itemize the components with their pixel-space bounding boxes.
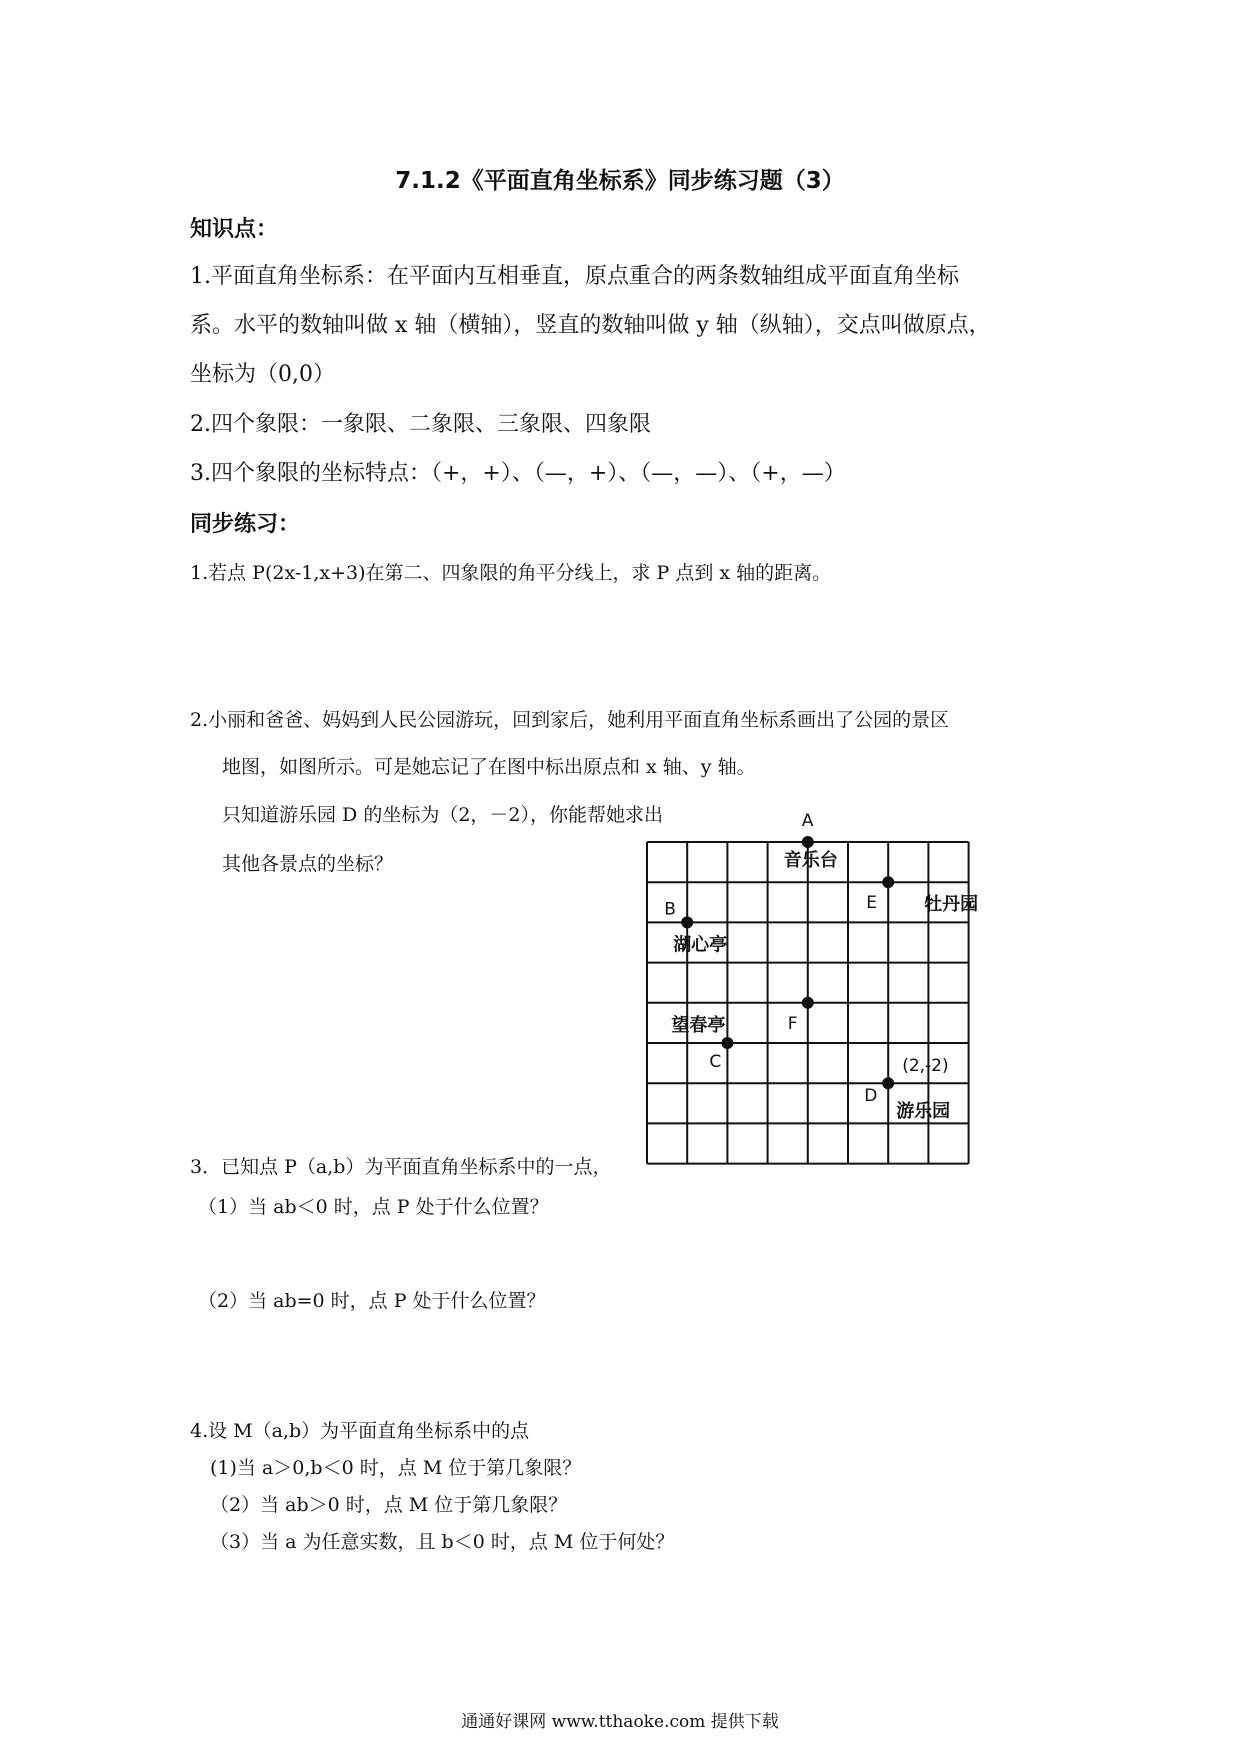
map-point-letter: A [801,811,814,831]
map-point-name: 湖心亭 [673,934,728,956]
knowledge-heading: 知识点： [190,217,279,242]
map-point-letter: E [866,893,877,914]
question-2-line: 2.小丽和爸爸、妈妈到人民公园游玩，回到家后，她利用平面直角坐标系画出了公园的景区 [190,709,950,731]
map-point-letter: C [709,1052,722,1072]
map-point-c [721,1037,733,1049]
map-point-letter: D [864,1086,878,1107]
question-3-part: （1）当 ab＜0 时，点 P 处于什么位置？ [198,1196,549,1218]
knowledge-line: 系。水平的数轴叫做 x 轴（横轴），竖直的数轴叫做 y 轴（纵轴），交点叫做原点， [190,313,991,338]
question-3-stem: 3．已知点 P（a,b）为平面直角坐标系中的一点， [190,1156,612,1178]
question-1: 1.若点 P(2x-1,x+3)在第二、四象限的角平分线上，求 P 点到 x 轴的距离。 [190,562,832,584]
question-2-line: 其他各景点的坐标？ [222,853,394,875]
map-point-f [802,997,814,1009]
knowledge-line: 1.平面直角坐标系：在平面内互相垂直，原点重合的两条数轴组成平面直角坐标 [190,264,959,289]
map-point-letter: F [787,1013,798,1034]
map-point-name: 音乐台 [783,850,838,871]
map-point-e [882,876,894,888]
question-4-part: （3）当 a 为任意实数，且 b＜0 时，点 M 位于何处？ [210,1531,675,1553]
question-4-part: (1)当 a＞0,b＜0 时，点 M 位于第几象限？ [210,1457,582,1479]
map-point-name: 牡丹园 [924,894,979,916]
question-4-part: （2）当 ab＞0 时，点 M 位于第几象限？ [210,1494,568,1516]
map-point-name: 游乐园 [896,1101,951,1123]
question-2-line: 地图，如图所示。可是她忘记了在图中标出原点和 x 轴、y 轴。 [222,756,756,778]
page-title: 7.1.2《平面直角坐标系》同步练习题（3） [395,168,845,194]
map-point-d [882,1077,894,1089]
knowledge-line: 坐标为（0,0） [190,362,335,387]
map-point-coordinate: (2,-2) [902,1056,949,1077]
map-point-letter: B [664,899,676,920]
question-3-part: （2）当 ab=0 时，点 P 处于什么位置？ [198,1290,546,1312]
map-point-b [681,916,693,928]
map-point-name: 望春亭 [671,1015,726,1036]
page-footer: 通通好课网 www.tthaoke.com 提供下载 [461,1712,779,1732]
park-map [620,800,990,1180]
knowledge-line: 2.四个象限：一象限、二象限、三象限、四象限 [190,412,651,437]
knowledge-line: 3.四个象限的坐标特点：（+，+）、（—，+）、（—，—）、（+，—） [190,461,846,486]
question-4-stem: 4.设 M（a,b）为平面直角坐标系中的点 [190,1420,530,1442]
practice-heading: 同步练习： [190,512,301,537]
map-point-a [802,836,814,848]
question-2-line: 只知道游乐园 D 的坐标为（2，－2），你能帮她求出 [222,804,663,826]
